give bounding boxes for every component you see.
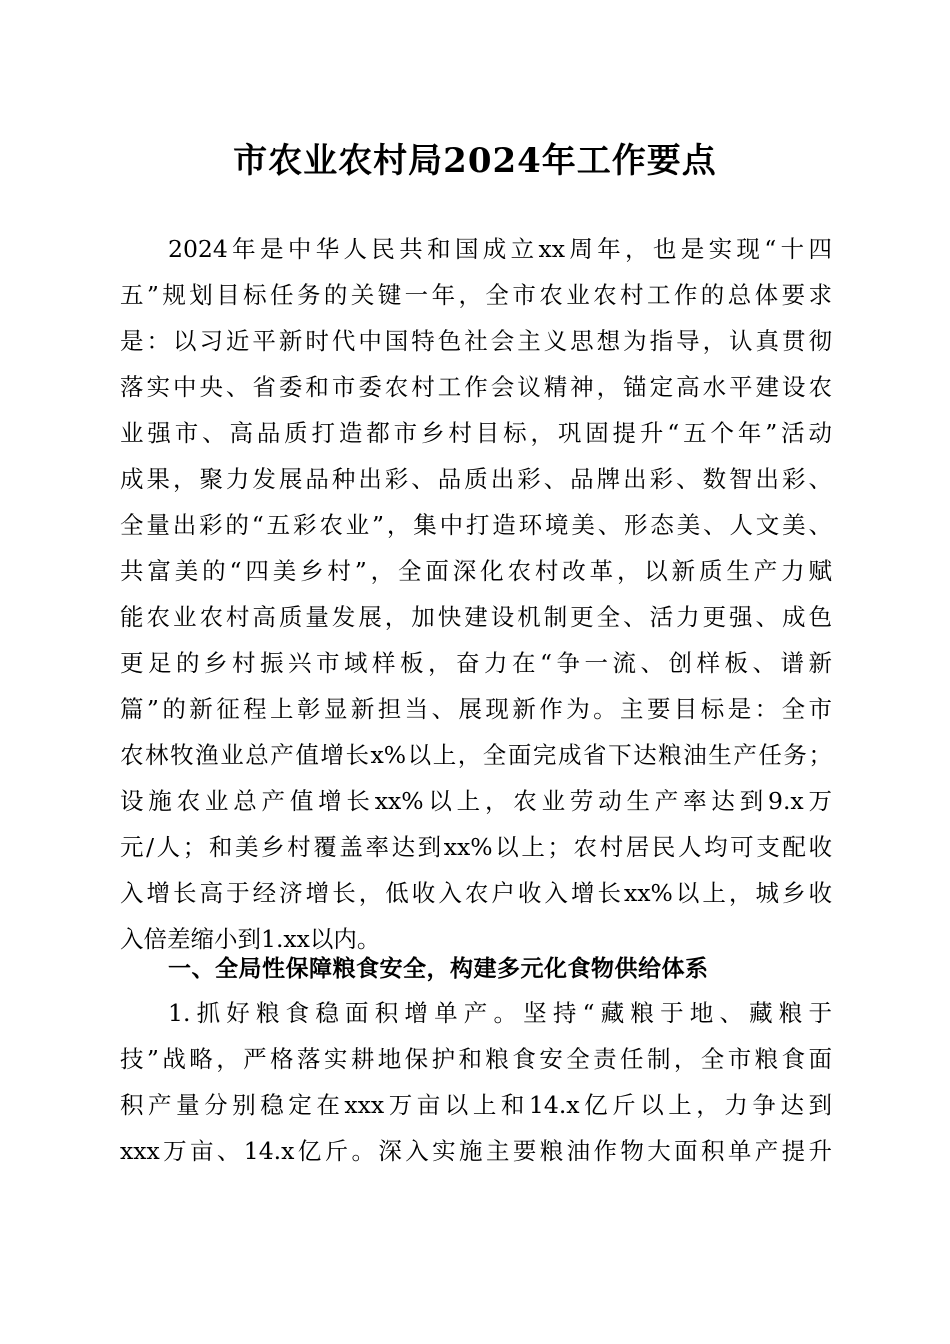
intro-line: 共富美的“四美乡村”，全面深化农村改革，以新质生产力赋	[120, 557, 832, 585]
intro-line: 成果，聚力发展品种出彩、品质出彩、品牌出彩、数智出彩、	[120, 465, 832, 493]
intro-line: 是：以习近平新时代中国特色社会主义思想为指导，认真贯彻	[120, 327, 832, 355]
document-title: 市农业农村局2024年工作要点	[233, 141, 717, 181]
intro-line: 篇”的新征程上彰显新担当、展现新作为。主要目标是：全市	[120, 695, 832, 723]
intro-line: 更足的乡村振兴市域样板，奋力在“争一流、创样板、谱新	[120, 649, 832, 677]
intro-line: 2024年是中华人民共和国成立xx周年，也是实现“十四	[168, 235, 832, 263]
intro-line: 能农业农村高质量发展，加快建设机制更全、活力更强、成色	[120, 603, 832, 631]
section-heading: 一、全局性保障粮食安全，构建多元化食物供给体系	[168, 956, 709, 982]
intro-line: 业强市、高品质打造都市乡村目标，巩固提升“五个年”活动	[120, 419, 832, 447]
intro-line: 入倍差缩小到1.xx以内。	[120, 925, 381, 953]
intro-line: 农林牧渔业总产值增长x%以上，全面完成省下达粮油生产任务；	[120, 741, 832, 769]
intro-line: 入增长高于经济增长，低收入农户收入增长xx%以上，城乡收	[120, 879, 832, 907]
intro-line: 全量出彩的“五彩农业”，集中打造环境美、形态美、人文美、	[120, 511, 832, 539]
intro-line: 五”规划目标任务的关键一年，全市农业农村工作的总体要求	[120, 281, 832, 309]
item-line: 积产量分别稳定在xxx万亩以上和14.x亿斤以上，力争达到	[120, 1091, 832, 1119]
item-line: 1.抓好粮食稳面积增单产。坚持“藏粮于地、藏粮于	[168, 999, 832, 1027]
item-line: xxx万亩、14.x亿斤。深入实施主要粮油作物大面积单产提升	[120, 1137, 832, 1165]
intro-line: 落实中央、省委和市委农村工作会议精神，锚定高水平建设农	[120, 373, 832, 401]
item-line: 技”战略，严格落实耕地保护和粮食安全责任制，全市粮食面	[120, 1045, 832, 1073]
intro-line: 元/人；和美乡村覆盖率达到xx%以上；农村居民人均可支配收	[120, 833, 832, 861]
intro-line: 设施农业总产值增长xx%以上，农业劳动生产率达到9.x万	[120, 787, 832, 815]
